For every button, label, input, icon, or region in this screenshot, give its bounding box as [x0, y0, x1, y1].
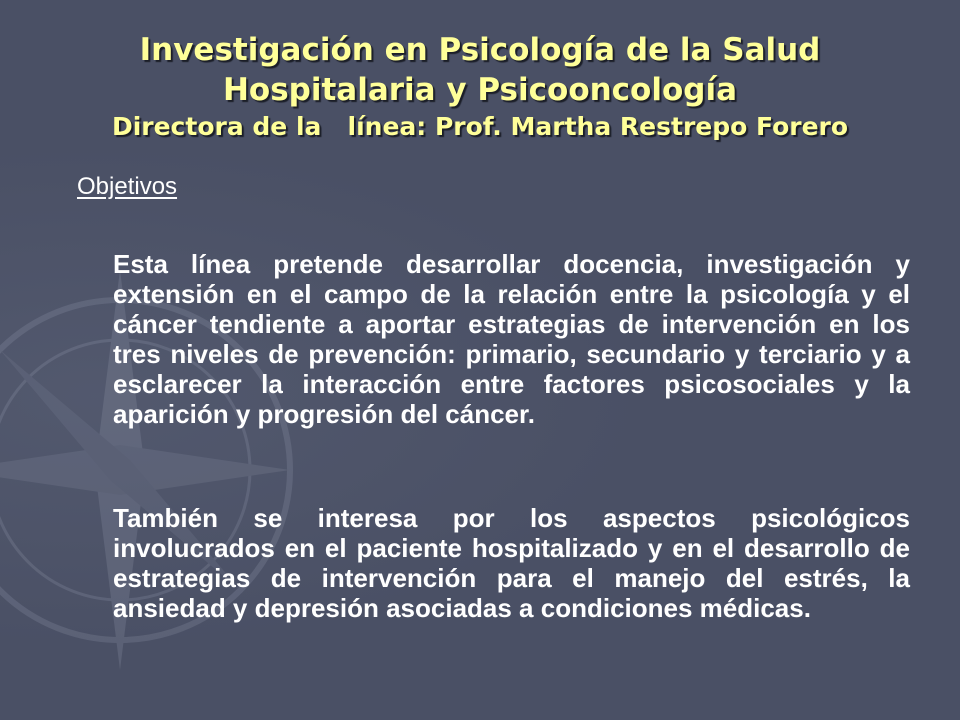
slide-title: [20, 30, 940, 144]
section-heading-objetivos: Objetivos: [77, 173, 178, 200]
paragraph-objective-1: Esta línea pretende desarrollar docencia, investigación y extensión en el campo de la relación entre la psicología y el cáncer tendiente a aportar estrategias de intervención en los tres niveles de prevención: primario, secundario y terciario y a esclarecer la interacción entre factores psicosociales y la aparición y progresión del cáncer.: [113, 249, 910, 429]
title-line-2: Hospitalaria y Psicooncología: [222, 72, 738, 108]
title-line-1: Investigación en Psicología de la Salud: [139, 32, 821, 68]
paragraph-objective-2: También se interesa por los aspectos psicológicos involucrados en el paciente hospitalizado y en el desarrollo de estrategias de intervención para el manejo del estrés, la ansiedad y depresión asociadas a condiciones médicas.: [113, 503, 910, 623]
title-line-director: Directora de la línea: Prof. Martha Restrepo Forero: [111, 112, 849, 141]
